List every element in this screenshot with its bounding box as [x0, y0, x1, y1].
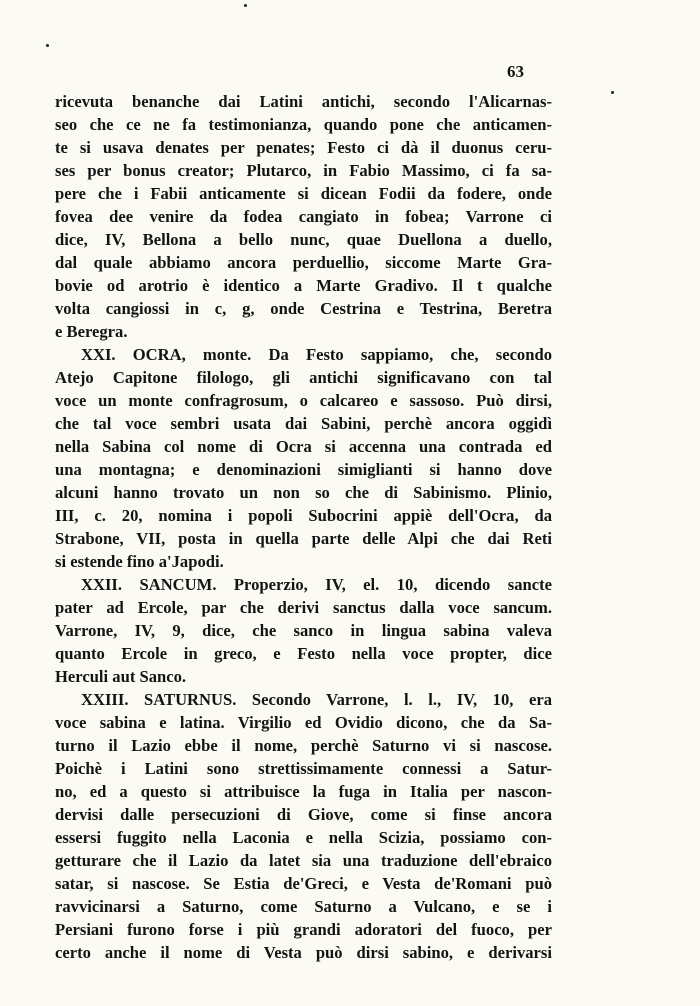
text-line: Poichè i Latini sono strettissimamente connessi a Satur- — [55, 759, 552, 778]
text-line: Atejo Capitone filologo, gli antichi significavano con tal — [55, 368, 552, 387]
text-line: getturare che il Lazio da latet sia una traduzione dell'ebraico — [55, 851, 552, 870]
text-line: satar, si nascose. Se Estia de'Greci, e Vesta de'Romani può — [55, 874, 552, 893]
text-line: bovie od arotrio è identico a Marte Gradivo. Il t qualche — [55, 276, 552, 295]
ink-speck — [46, 44, 49, 47]
text-line: turno il Lazio ebbe il nome, perchè Saturno vi si nascose. — [55, 736, 552, 755]
text-line: fovea dee venire da fodea cangiato in fobea; Varrone ci — [55, 207, 552, 226]
text-line: te si usava denates per penates; Festo ci dà il duonus ceru- — [55, 138, 552, 157]
text-line: dal quale abbiamo ancora perduellio, siccome Marte Gra- — [55, 253, 552, 272]
text-line: essersi fuggito nella Laconia e nella Scizia, possiamo con- — [55, 828, 552, 847]
text-line: XXI. OCRA, monte. Da Festo sappiamo, che, secondo — [81, 345, 552, 364]
text-line: ses per bonus creator; Plutarco, in Fabio Massimo, ci fa sa- — [55, 161, 552, 180]
text-line: Herculi aut Sanco. — [55, 667, 187, 686]
text-line: seo che ce ne fa testimonianza, quando pone che anticamen- — [55, 115, 552, 134]
text-line: nella Sabina col nome di Ocra si accenna una contrada ed — [55, 437, 552, 456]
text-line: ricevuta benanche dai Latini antichi, secondo l'Alicarnas- — [55, 92, 552, 111]
text-line: Persiani furono forse i più grandi adoratori del fuoco, per — [55, 920, 552, 939]
text-line: Varrone, IV, 9, dice, che sanco in lingua sabina valeva — [55, 621, 552, 640]
text-line: che tal voce sembri usata dai Sabini, perchè ancora oggidì — [55, 414, 552, 433]
text-line: no, ed a questo si attribuisce la fuga in Italia per nascon- — [55, 782, 552, 801]
text-line: e Beregra. — [55, 322, 128, 341]
text-line: voce un monte confragrosum, o calcareo e sassoso. Può dirsi, — [55, 391, 552, 410]
text-line: una montagna; e denominazioni simiglianti si hanno dove — [55, 460, 552, 479]
text-line: III, c. 20, nomina i popoli Subocrini appiè dell'Ocra, da — [55, 506, 552, 525]
text-line: si estende fino a'Japodi. — [55, 552, 224, 571]
text-line: dervisi dalle persecuzioni di Giove, come si finse ancora — [55, 805, 552, 824]
text-line: Strabone, VII, posta in quella parte delle Alpi che dai Reti — [55, 529, 552, 548]
text-line: XXII. SANCUM. Properzio, IV, el. 10, dicendo sancte — [81, 575, 552, 594]
page-number: 63 — [507, 62, 524, 81]
text-line: voce sabina e latina. Virgilio ed Ovidio dicono, che da Sa- — [55, 713, 552, 732]
text-line: alcuni hanno trovato un non so che di Sabinismo. Plinio, — [55, 483, 552, 502]
text-line: XXIII. SATURNUS. Secondo Varrone, l. l., IV, 10, era — [81, 690, 552, 709]
text-line: dice, IV, Bellona a bello nunc, quae Duellona a duello, — [55, 230, 552, 249]
text-line: pater ad Ercole, par che derivi sanctus dalla voce sancum. — [55, 598, 552, 617]
ink-speck — [611, 91, 614, 94]
text-line: volta cangiossi in c, g, onde Cestrina e Testrina, Beretra — [55, 299, 552, 318]
text-line: pere che i Fabii anticamente si dicean Fodii da fodere, onde — [55, 184, 552, 203]
body-text — [55, 90, 552, 964]
text-line: quanto Ercole in greco, e Festo nella voce propter, dice — [55, 644, 552, 663]
text-line: certo anche il nome di Vesta può dirsi sabino, e derivarsi — [55, 943, 552, 962]
text-line: ravvicinarsi a Saturno, come Saturno a Vulcano, e se i — [55, 897, 552, 916]
ink-speck — [244, 4, 247, 7]
